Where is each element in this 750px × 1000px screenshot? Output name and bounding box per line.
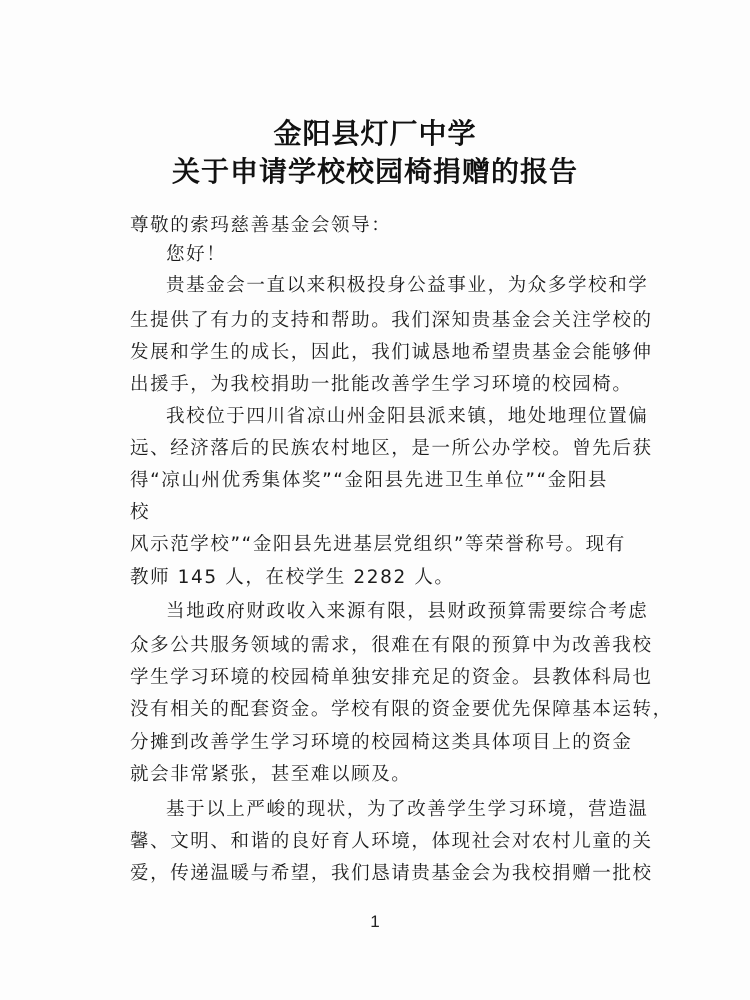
paragraph-2-line: 我校位于四川省凉山州金阳县派来镇，地处地理位置偏 xyxy=(166,406,649,427)
paragraph-4-line: 基于以上严峻的现状，为了改善学生学习环境，营造温 xyxy=(166,799,649,820)
paragraph-3-line: 众多公共服务领域的需求，很难在有限的预算中为改善我校 xyxy=(130,635,653,656)
paragraph-1-line: 出援手，为我校捐助一批能改善学生学习环境的校园椅。 xyxy=(130,374,633,395)
paragraph-2-line: 教师 145 人，在校学生 2282 人。 xyxy=(130,567,455,588)
paragraph-3-line: 当地政府财政收入来源有限，县财政预算需要综合考虑 xyxy=(166,601,649,622)
paragraph-1-line: 贵基金会一直以来积极投身公益事业，为众多学校和学 xyxy=(166,275,649,296)
paragraph-2-line: 校 xyxy=(130,502,151,523)
paragraph-3-line: 学生学习环境的校园椅单独安排充足的资金。县教体科局也 xyxy=(130,667,653,688)
paragraph-1-line: 生提供了有力的支持和帮助。我们深知贵基金会关注学校的 xyxy=(130,310,653,331)
paragraph-2-line: 得“凉山州优秀集体奖”“金阳县先进卫生单位”“金阳县 xyxy=(130,470,609,491)
paragraph-1-line: 发展和学生的成长，因此，我们诚恳地希望贵基金会能够伸 xyxy=(130,342,653,363)
paragraph-4-line: 爱，传递温暖与希望，我们恳请贵基金会为我校捐赠一批校 xyxy=(130,863,653,884)
document-title-line-2: 关于申请学校校园椅捐赠的报告 xyxy=(171,155,578,188)
paragraph-3-line: 没有相关的配套资金。学校有限的资金要优先保障基本运转， xyxy=(130,699,673,720)
paragraph-3-line: 分摊到改善学生学习环境的校园椅这类具体项目上的资金 xyxy=(130,732,633,753)
paragraph-2-line: 远、经济落后的民族农村地区，是一所公办学校。曾先后获 xyxy=(130,438,653,459)
salutation: 尊敬的索玛慈善基金会领导： xyxy=(130,215,392,236)
greeting: 您好！ xyxy=(166,244,227,265)
document-title-line-1: 金阳县灯厂中学 xyxy=(273,117,477,150)
paragraph-2-line: 风示范学校”“金阳县先进基层党组织”等荣誉称号。现有 xyxy=(130,534,626,555)
page-number: 1 xyxy=(370,912,380,931)
paragraph-3-line: 就会非常紧张，甚至难以顾及。 xyxy=(130,764,412,785)
paragraph-4-line: 馨、文明、和谐的良好育人环境，体现社会对农村儿童的关 xyxy=(130,831,653,852)
